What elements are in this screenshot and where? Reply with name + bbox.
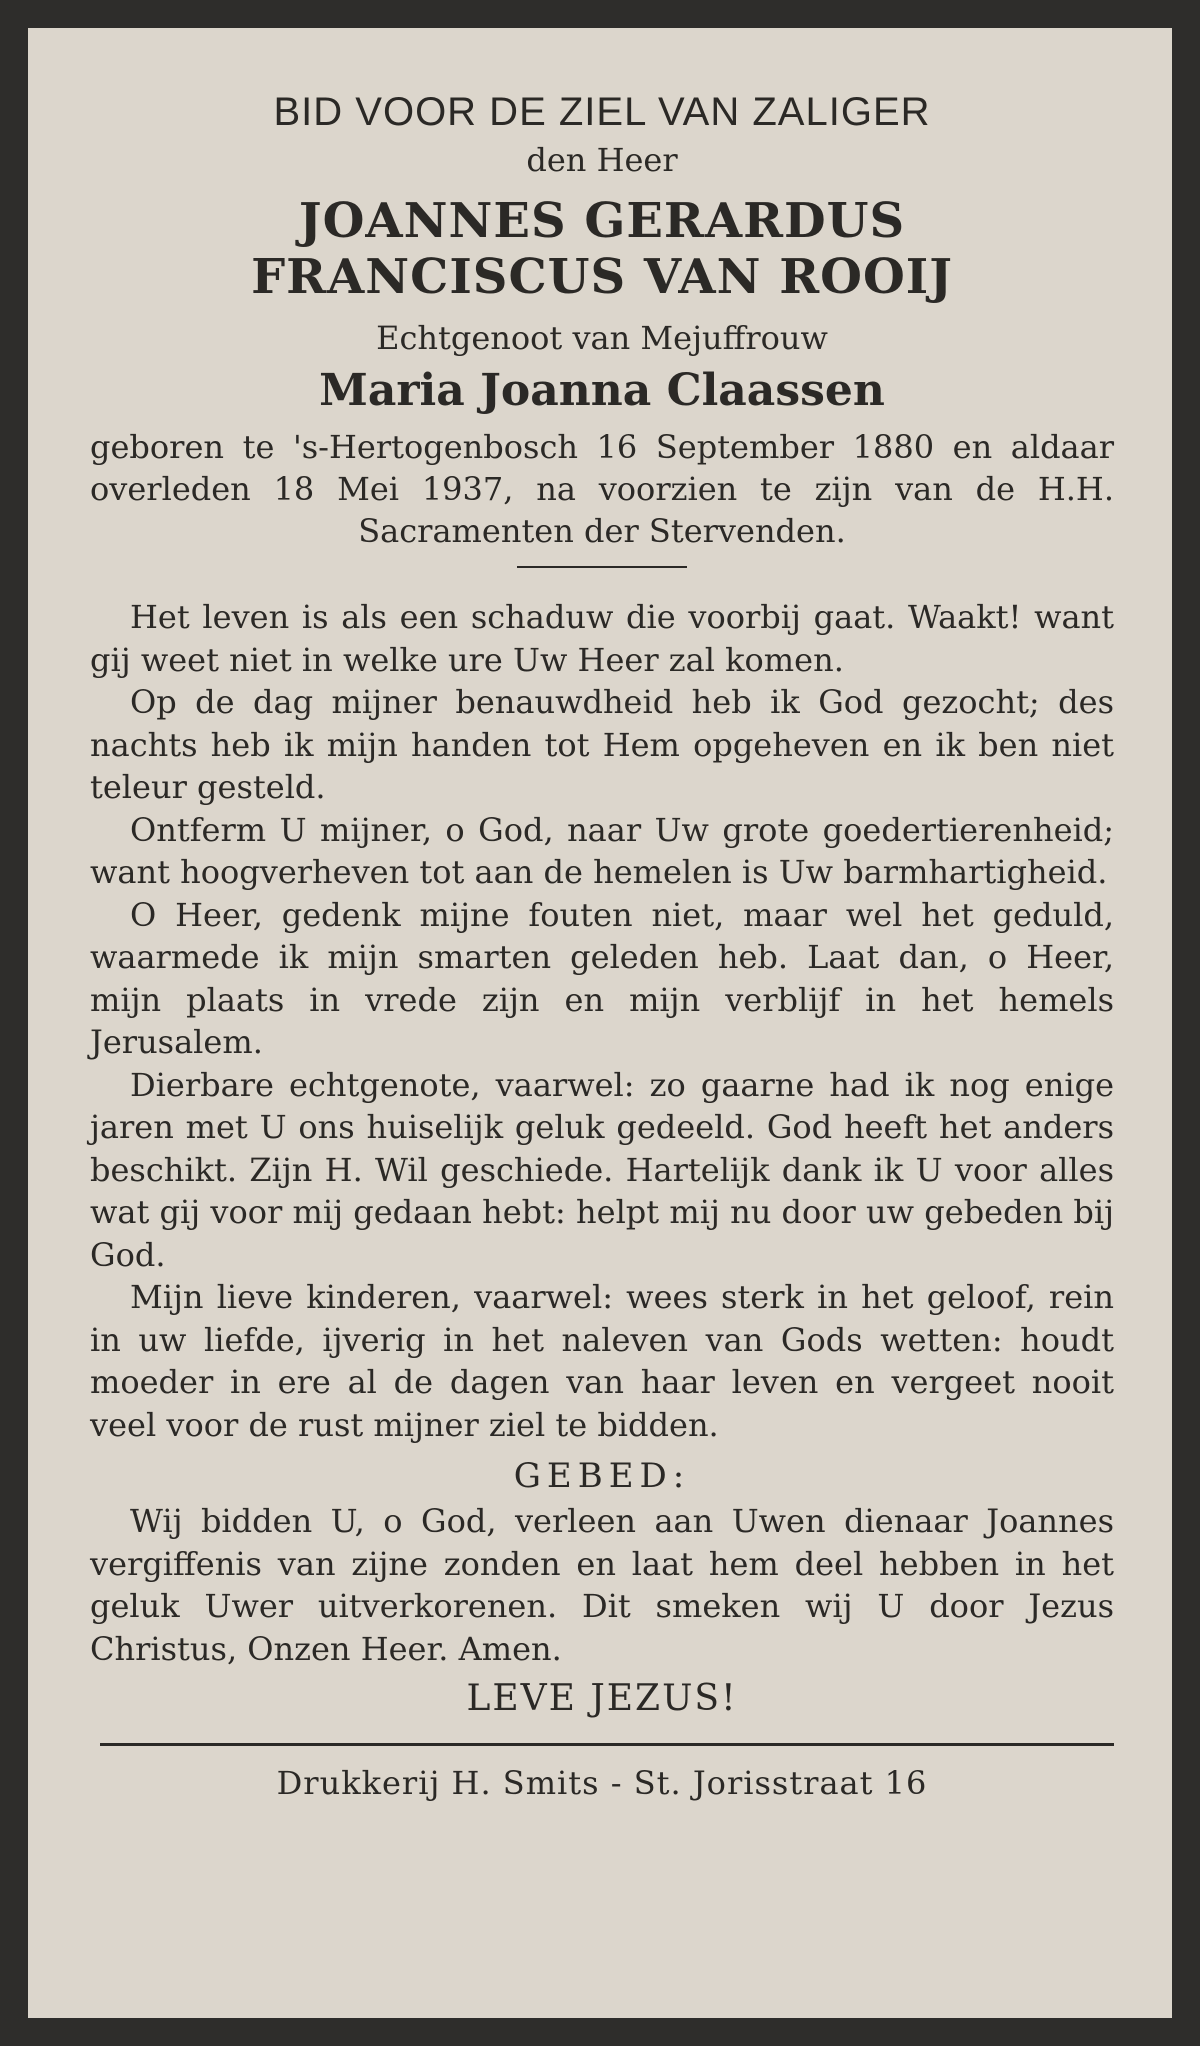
body-paragraph: Mijn lieve kinderen, vaarwel: wees sterk in het geloof, rein in uw liefde, ijverig in het naleven van Gods wetten: houdt moeder in ere al de dagen van haar leven en vergeet nooit veel voor de rust mijner ziel te bidden. xyxy=(90,1278,1114,1444)
prayer-title: GEBED: xyxy=(513,1456,691,1496)
deceased-name xyxy=(90,193,1114,305)
card-title: BID VOOR DE ZIEL VAN ZALIGER xyxy=(273,90,931,134)
memorial-card xyxy=(28,28,1172,2018)
body-paragraph: O Heer, gedenk mijne fouten niet, maar wel het geduld, waarmede ik mijn smarten geleden heb. Laat dan, o Heer, mijn plaats in vrede zijn en mijn verblijf in het hemels Jerusalem. xyxy=(90,895,1114,1061)
closing-text: LEVE JEZUS! xyxy=(466,1678,738,1719)
deceased-name-line2: FRANCISCUS VAN ROOIJ xyxy=(251,249,953,305)
spouse-name: Maria Joanna Claassen xyxy=(319,365,885,416)
birth-death-text: geboren te 's-Hertogenbosch 16 September 1880 en aldaar overleden 18 Mei 1937, na voorzien te zijn van de H.H. Sacramenten der Stervenden. xyxy=(90,428,1114,550)
prayer-text: Wij bidden U, o God, verleen aan Uwen dienaar Joannes vergiffenis van zijne zonden en laat hem deel hebben in het geluk Uwer uitverkorenen. Dit smeken wij U door Jezus Christus, Onzen Heer. Amen. xyxy=(90,1502,1114,1668)
body-text xyxy=(90,596,1114,1446)
deceased-name-line1: JOANNES GERARDUS xyxy=(298,193,906,249)
printer-credit: Drukkerij H. Smits - St. Jorisstraat 16 xyxy=(276,1764,928,1802)
divider-short xyxy=(517,566,687,568)
body-paragraph: Dierbare echtgenote, vaarwel: zo gaarne had ik nog enige jaren met U ons huiselijk geluk gedeeld. God heeft het anders beschikt. Zijn H. Wil geschiede. Hartelijk dank ik U voor alles wat gij voor mij gedaan hebt: helpt mij nu door uw gebeden bij God. xyxy=(90,1065,1114,1274)
body-paragraph: Het leven is als een schaduw die voorbij gaat. Waakt! want gij weet niet in welke ure Uw Heer zal komen. xyxy=(90,598,1114,679)
body-paragraph: Ontferm U mijner, o God, naar Uw grote goedertierenheid; want hoogverheven tot aan de hemelen is Uw barmhartigheid. xyxy=(90,810,1114,891)
body-paragraph: Op de dag mijner benauwdheid heb ik God gezocht; des nachts heb ik mijn handen tot Hem opgeheven en ik ben niet teleur gesteld. xyxy=(90,683,1114,806)
spouse-intro: Echtgenoot van Mejuffrouw xyxy=(376,319,828,357)
divider-long xyxy=(100,1743,1114,1746)
honorific: den Heer xyxy=(526,141,678,179)
